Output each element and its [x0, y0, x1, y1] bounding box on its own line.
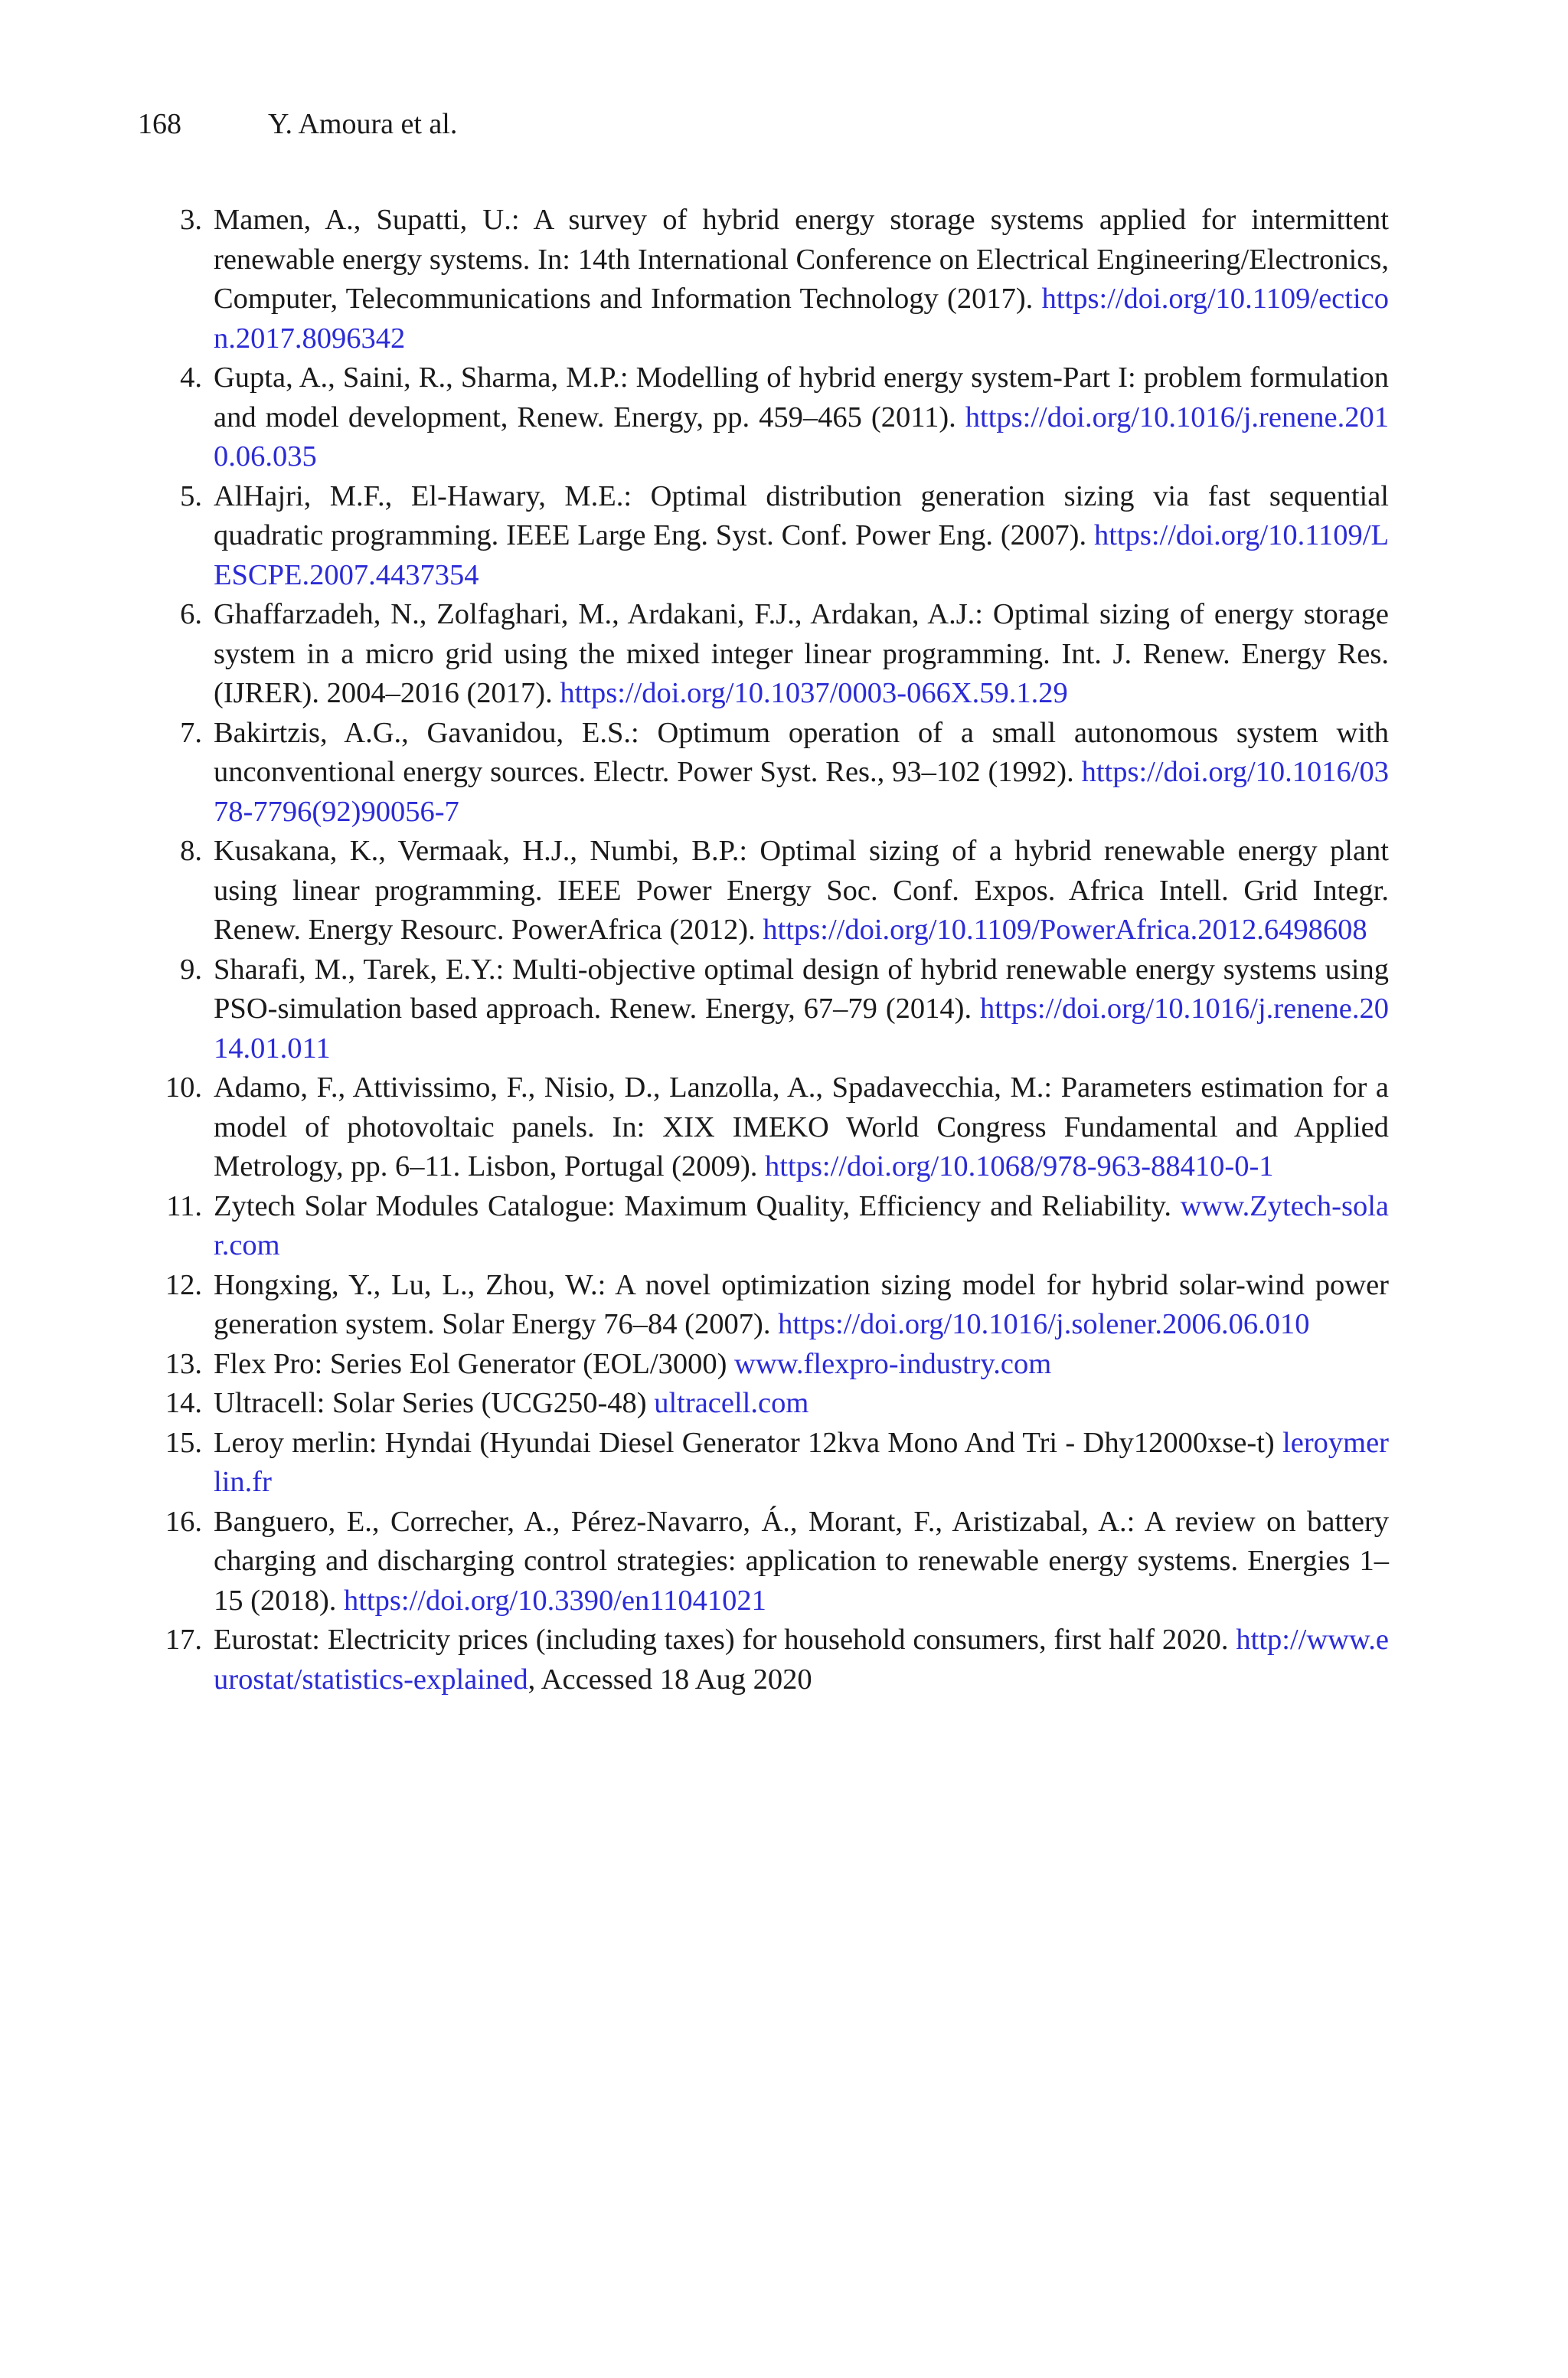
- reference-number: 13.: [165, 1347, 202, 1380]
- reference-suffix: , Accessed 18 Aug 2020: [528, 1663, 812, 1696]
- reference-item: [138, 1424, 1389, 1503]
- reference-link[interactable]: https://doi.org/10.1109/ecticon.2017.8096342: [214, 283, 1389, 355]
- reference-citation: Sharafi, M., Tarek, E.Y.: Multi-objective optimal design of hybrid renewable energy systems using PSO-simulation based approach. Renew. Energy, 67–79 (2014).: [214, 953, 1389, 1025]
- reference-number: 5.: [180, 479, 202, 512]
- reference-item: [138, 1621, 1389, 1699]
- reference-link[interactable]: www.Zytech-solar.com: [214, 1189, 1390, 1261]
- reference-text: [214, 1068, 1389, 1187]
- reference-number: 15.: [165, 1426, 202, 1459]
- reference-text: [214, 1621, 1389, 1699]
- reference-text: [214, 201, 1389, 358]
- reference-number: 7.: [180, 716, 202, 749]
- reference-number: 17.: [165, 1624, 202, 1656]
- reference-item: [138, 595, 1389, 714]
- reference-number: 3.: [180, 204, 202, 236]
- reference-item: [138, 950, 1389, 1069]
- reference-text: [214, 1345, 1389, 1385]
- reference-link[interactable]: https://doi.org/10.1016/j.solener.2006.06.010: [778, 1308, 1310, 1340]
- reference-link[interactable]: https://doi.org/10.1016/j.renene.2010.06.035: [214, 401, 1389, 473]
- reference-link[interactable]: www.flexpro-industry.com: [734, 1347, 1052, 1380]
- reference-list: [138, 201, 1389, 1699]
- reference-number: 16.: [165, 1505, 202, 1538]
- running-header: [138, 104, 457, 144]
- reference-citation: Adamo, F., Attivissimo, F., Nisio, D., Lanzolla, A., Spadavecchia, M.: Parameters estimation for a model of photovoltaic panels. In: XIX IMEKO World Congress Fundamental and Applied Metrology, pp. 6–11. Lisbon, Portugal (2009).: [214, 1071, 1389, 1182]
- reference-text: [214, 358, 1389, 477]
- reference-item: [138, 1266, 1389, 1345]
- reference-text: [214, 595, 1389, 714]
- reference-link[interactable]: leroymerlin.fr: [214, 1426, 1390, 1498]
- reference-item: [138, 1068, 1389, 1187]
- reference-citation: Gupta, A., Saini, R., Sharma, M.P.: Modelling of hybrid energy system-Part I: problem formulation and model development, Renew. Energy, pp. 459–465 (2011).: [214, 361, 1389, 433]
- reference-link[interactable]: https://doi.org/10.1016/0378-7796(92)90056-7: [214, 756, 1389, 828]
- reference-link[interactable]: ultracell.com: [654, 1387, 809, 1419]
- reference-item: [138, 201, 1389, 358]
- reference-link[interactable]: https://doi.org/10.3390/en11041021: [344, 1584, 766, 1617]
- reference-citation: Zytech Solar Modules Catalogue: Maximum Quality, Efficiency and Reliability.: [214, 1189, 1172, 1222]
- reference-citation: Leroy merlin: Hyndai (Hyundai Diesel Generator 12kva Mono And Tri - Dhy12000xse-t): [214, 1426, 1275, 1459]
- reference-link[interactable]: https://doi.org/10.1037/0003-066X.59.1.29: [560, 677, 1068, 709]
- reference-link[interactable]: https://doi.org/10.1016/j.renene.2014.01.011: [214, 993, 1390, 1065]
- reference-text: [214, 714, 1389, 832]
- reference-citation: Hongxing, Y., Lu, L., Zhou, W.: A novel optimization sizing model for hybrid solar-wind power generation system. Solar Energy 76–84 (2007).: [214, 1268, 1389, 1340]
- reference-citation: Eurostat: Electricity prices (including taxes) for household consumers, first half 2020.: [214, 1624, 1229, 1656]
- reference-text: [214, 832, 1389, 950]
- reference-text: [214, 1187, 1389, 1266]
- reference-item: [138, 714, 1389, 832]
- reference-text: [214, 1503, 1389, 1621]
- reference-number: 10.: [165, 1071, 202, 1104]
- reference-text: [214, 477, 1389, 596]
- reference-item: [138, 1384, 1389, 1424]
- reference-item: [138, 1345, 1389, 1385]
- reference-number: 11.: [166, 1189, 202, 1222]
- reference-citation: Kusakana, K., Vermaak, H.J., Numbi, B.P.: Optimal sizing of a hybrid renewable energy plant using linear programming. IEEE Power Energy Soc. Conf. Expos. Africa Intell. Grid Integr. Renew. Energy Resourc. PowerAfrica (2012).: [214, 835, 1389, 946]
- reference-citation: Banguero, E., Correcher, A., Pérez-Navarro, Á., Morant, F., Aristizabal, A.: A review on battery charging and discharging control strategies: application to renewable energy systems. Energies 1–15 (2018).: [214, 1505, 1389, 1617]
- reference-item: [138, 832, 1389, 950]
- reference-item: [138, 1503, 1389, 1621]
- reference-text: [214, 1384, 1389, 1424]
- reference-item: [138, 358, 1389, 477]
- reference-text: [214, 1424, 1389, 1503]
- reference-citation: AlHajri, M.F., El-Hawary, M.E.: Optimal distribution generation sizing via fast sequential quadratic programming. IEEE Large Eng. Syst. Conf. Power Eng. (2007).: [214, 479, 1389, 551]
- reference-link[interactable]: https://doi.org/10.1109/PowerAfrica.2012.6498608: [763, 914, 1367, 946]
- reference-item: [138, 1187, 1389, 1266]
- reference-citation: Flex Pro: Series Eol Generator (EOL/3000): [214, 1347, 727, 1380]
- page-number: 168: [138, 108, 181, 140]
- reference-citation: Ultracell: Solar Series (UCG250-48): [214, 1387, 647, 1419]
- reference-text: [214, 950, 1389, 1069]
- reference-number: 6.: [180, 598, 202, 630]
- reference-number: 8.: [180, 835, 202, 867]
- reference-citation: Mamen, A., Supatti, U.: A survey of hybrid energy storage systems applied for intermittent renewable energy systems. In: 14th International Conference on Electrical Engineering/Electronics, Computer, Telecommunications and Information Technology (2017).: [214, 204, 1389, 315]
- reference-link[interactable]: https://doi.org/10.1068/978-963-88410-0-1: [765, 1150, 1274, 1182]
- reference-number: 12.: [165, 1268, 202, 1301]
- reference-item: [138, 477, 1389, 596]
- reference-number: 14.: [165, 1387, 202, 1419]
- reference-number: 4.: [180, 361, 202, 394]
- reference-citation: Ghaffarzadeh, N., Zolfaghari, M., Ardakani, F.J., Ardakan, A.J.: Optimal sizing of energy storage system in a micro grid using the mixed integer linear programming. Int. J. Renew. Energy Res. (IJRER). 2004–2016 (2017).: [214, 598, 1389, 709]
- reference-number: 9.: [180, 953, 202, 986]
- reference-text: [214, 1266, 1389, 1345]
- reference-citation: Bakirtzis, A.G., Gavanidou, E.S.: Optimum operation of a small autonomous system with unconventional energy sources. Electr. Power Syst. Res., 93–102 (1992).: [214, 716, 1389, 788]
- reference-link[interactable]: https://doi.org/10.1109/LESCPE.2007.4437354: [214, 519, 1389, 591]
- reference-link[interactable]: http://www.eurostat/statistics-explained: [214, 1624, 1389, 1696]
- running-authors: Y. Amoura et al.: [268, 108, 458, 140]
